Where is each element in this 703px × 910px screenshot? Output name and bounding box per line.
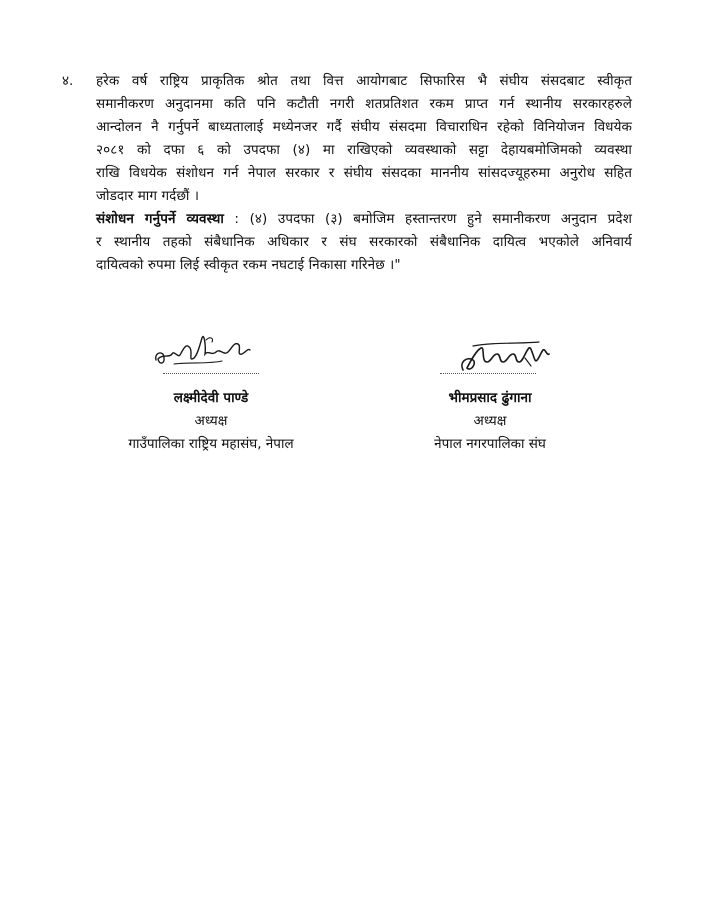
signature-line xyxy=(163,373,259,374)
handwritten-signature-icon xyxy=(150,328,260,370)
point-number: ४. xyxy=(62,73,74,89)
point-line: २०८१ को दफा ६ को उपदफा (४) मा राखिएको व्यवस्थाको सट्टा देहायबमोजिमको व्यवस्था xyxy=(96,142,632,158)
amendment-first-line xyxy=(96,208,632,231)
signatory-name: लक्ष्मीदेवी पाण्डे xyxy=(173,390,249,406)
point-line: राखि विधयेक संशोधन गर्न नेपाल सरकार र संघीय संसदका माननीय सांसदज्यूहरुमा अनुरोध सहित xyxy=(96,165,632,181)
amendment-line: र स्थानीय तहको संबैधानिक अधिकार र संघ सरकारको संबैधानिक दायित्व भएकोले अनिवार्य xyxy=(96,234,632,250)
amendment-label: संशोधन गर्नुपर्ने व्यवस्था xyxy=(96,211,224,227)
handwritten-signature-icon xyxy=(455,336,555,378)
signatory-title: अध्यक्ष xyxy=(194,413,228,429)
amendment-line: दायित्वको रुपमा लिई स्वीकृत रकम नघटाई निकासा गरिनेछ ।" xyxy=(96,257,401,273)
signatory-title: अध्यक्ष xyxy=(473,413,507,429)
point-line: समानीकरण अनुदानमा कति पनि कटौती नगरी शतप्रतिशत रकम प्राप्त गर्न स्थानीय सरकारहरुले xyxy=(96,96,632,112)
point-line: आन्दोलन नै गर्नुपर्ने बाध्यतालाई मध्येनजर गर्दै संघीय संसदमा विचाराधिन रहेको विनियोजन विधयेक xyxy=(96,119,632,135)
signatory-organization: गाउँपालिका राष्ट्रिय महासंघ, नेपाल xyxy=(128,436,294,452)
signature-line xyxy=(440,373,536,374)
point-line: जोडदार माग गर्दछौं । xyxy=(96,188,200,204)
point-line: हरेक वर्ष राष्ट्रिय प्राकृतिक श्रोत तथा वित्त आयोगबाट सिफारिस भै संघीय संसदबाट स्वीकृत xyxy=(96,73,632,89)
amendment-first-line-text: : (४) उपदफा (३) बमोजिम हस्तान्तरण हुने समानीकरण अनुदान प्रदेश xyxy=(234,211,632,227)
signatory-organization: नेपाल नगरपालिका संघ xyxy=(434,436,546,452)
signatory-name: भीमप्रसाद ढुंगाना xyxy=(448,390,532,406)
